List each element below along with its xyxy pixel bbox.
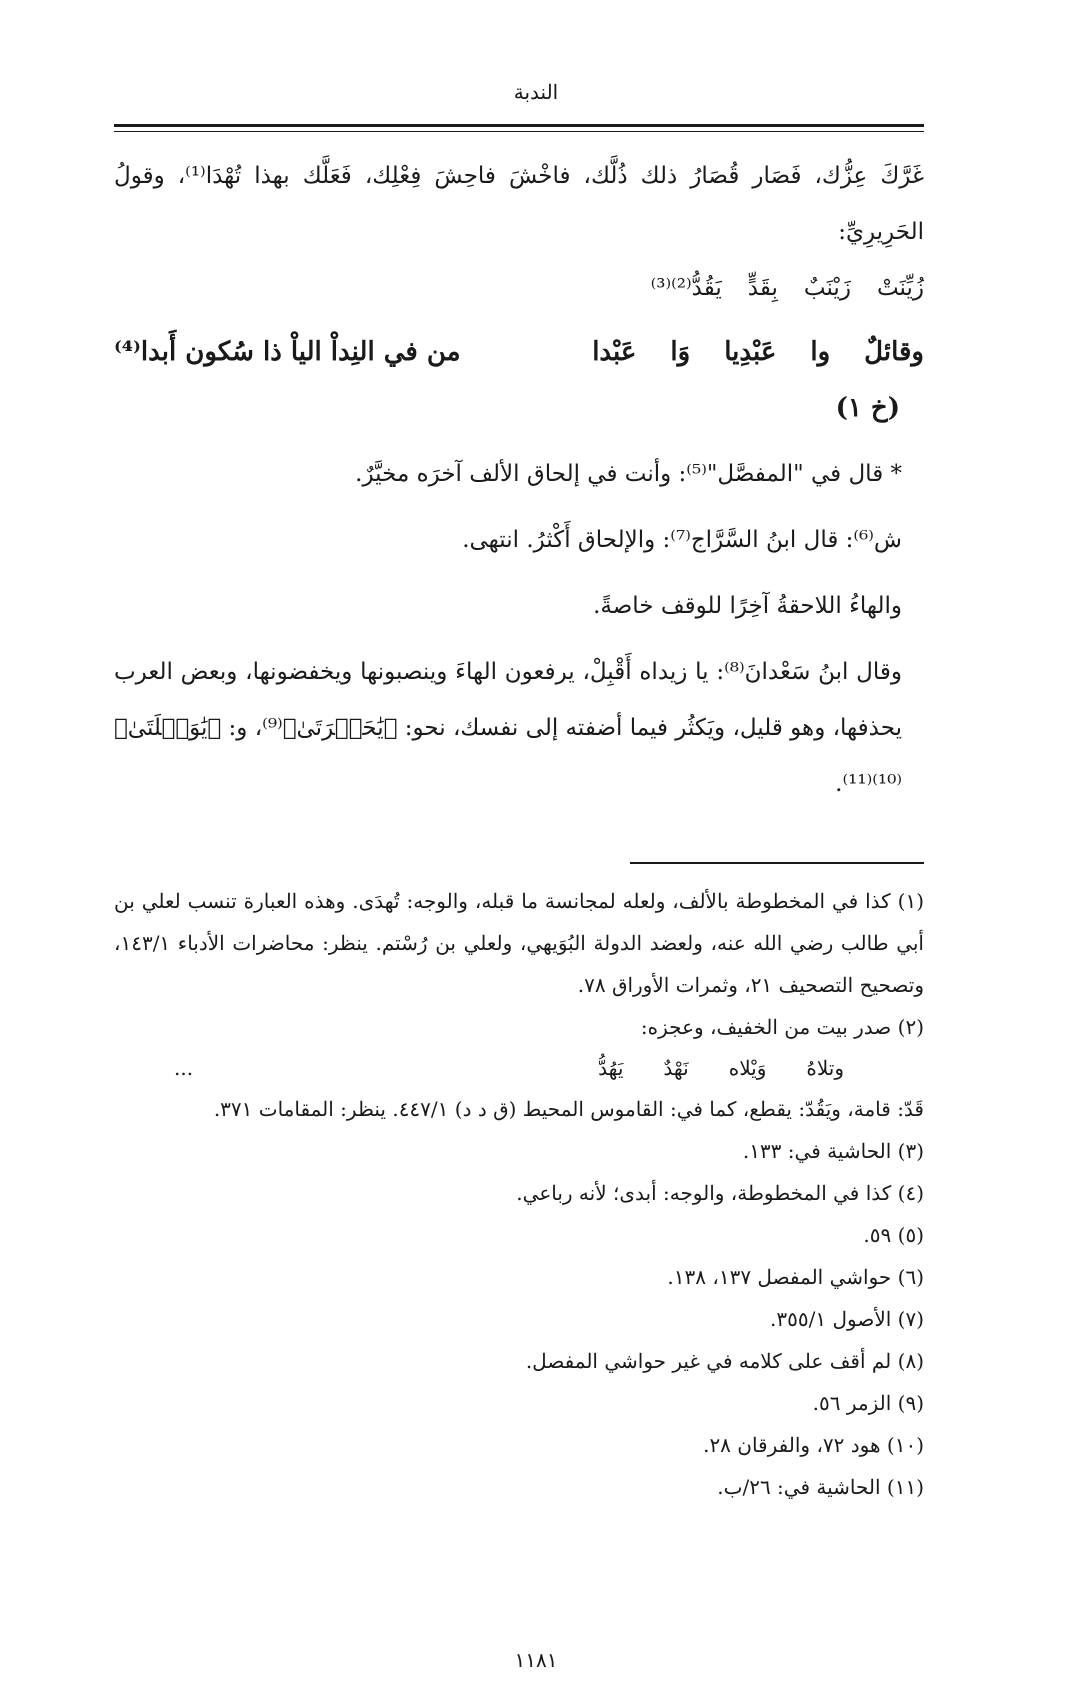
verse-hariri (114, 260, 924, 316)
manuscript-tag: (خ ١) (835, 393, 900, 423)
verse-alfiyya (114, 324, 924, 380)
verse-word: عَبْدِيا (724, 337, 777, 367)
verse-word: وقائلٌ (864, 337, 924, 367)
header-rule-thin (114, 131, 924, 132)
verse-word: يَهُدُّ (598, 1056, 624, 1080)
verse-word: وتلاهُ (806, 1056, 844, 1080)
verse-word: عَبْدا (592, 337, 637, 367)
verse-second-hemistich: من في النِداْ الياْ ذا سُكون أَبدا⁽⁴⁾ (114, 337, 461, 367)
verse-word: زُيِّنَتْ (876, 275, 924, 301)
footnote-1: (١) كذا في المخطوطة بالألف، ولعله لمجانسة ما قبله، والوجه: تُهدَى. وهذه العبارة تنسب لعلي بن أبي طالب رضي الله عنه، ولعضد الدولة البُوَيهي، ولعلي بن رُسْتم. ينظر: محاضرات الأدباء ١٤٣/١، وتصحيح التصحيف ٢١، وثمرات الأوراق ٧٨. (114, 889, 924, 997)
paragraph-saadan: وقال ابنُ سَعْدانَ⁽⁸⁾: يا زيداه أَقْبِلْ، يرفعون الهاءَ وينصبونها ويخفضونها، وبعض العرب يحذفها، وهو قليل، ويَكثُر فيما أضفته إلى نفسك، نحو: ﴿يَٰحَسۡرَتَىٰ﴾⁽⁹⁾، و: ﴿يَٰوَيۡلَتَىٰ﴾⁽¹⁰⁾⁽¹¹⁾. (114, 659, 902, 797)
footnote-11: (١١) الحاشية في: ٢٦/ب. (717, 1475, 924, 1499)
verse-word: يَقُدُّ⁽²⁾⁽³⁾ (650, 275, 722, 301)
verse-word: وَيْلاه (728, 1056, 767, 1080)
footnote-5: (٥) ٥٩. (863, 1223, 924, 1247)
footnote-8: (٨) لم أقف على كلامه في غير حواشي المفصل. (525, 1349, 924, 1373)
footnote-4: (٤) كذا في المخطوطة، والوجه: أبدى؛ لأنه رباعي. (516, 1181, 924, 1205)
verse-word: بِقَدٍّ (747, 275, 778, 301)
paragraph-opening: غَرَّكَ عِزُّك، فَصَار قُصَارُ ذلك ذُلَّك، فاخْشَ فاحِشَ فِعْلِك، فَعَلَّك بهذا تُهْدَا⁽¹⁾، وقولُ الحَرِيرِيِّ: (114, 163, 924, 245)
footnote-7: (٧) الأصول ٣٥٥/١. (770, 1307, 924, 1331)
footnotes (114, 880, 924, 1508)
header-rule-thick (114, 124, 924, 127)
footnote-10: (١٠) هود ٧٢، والفرقان ٢٨. (703, 1433, 924, 1457)
footnote-6: (٦) حواشي المفصل ١٣٧، ١٣٨. (667, 1265, 924, 1289)
verse-word: زَيْنَبٌ (803, 275, 851, 301)
verse-first-hemistich (592, 324, 924, 380)
verse-word: وَا (670, 337, 691, 367)
verse-word: نَهْدٌ (663, 1056, 689, 1080)
footnote-2: (٢) صدر بيت من الخفيف، وعجزه: (640, 1015, 924, 1039)
footnote-2-note: قَدّ: قامة، ويَقُدّ: يقطع، كما في: القاموس المحيط (ق د د) ٤٤٧/١. ينظر: المقامات ٣٧١. (213, 1097, 924, 1121)
footnote-2-verse (114, 1048, 924, 1088)
footnote-9: (٩) الزمر ٥٦. (812, 1391, 924, 1415)
footnote-separator (630, 862, 924, 864)
footnote-3: (٣) الحاشية في: ١٣٣. (742, 1139, 924, 1163)
verse-word: وا (810, 337, 831, 367)
footnote-verse-hemistich (598, 1048, 844, 1088)
main-text (114, 148, 924, 812)
paragraph-ha: والهاءُ اللاحقةُ آخِرًا للوقف خاصةً. (593, 593, 902, 619)
paragraph-mufassal: * قال في "المفصَّل"⁽⁵⁾: وأنت في إلحاق الألف آخرَه مخيَّرٌ. (355, 461, 902, 487)
paragraph-sharh: ش⁽⁶⁾: قال ابنُ السَّرَّاج⁽⁷⁾: والإلحاق أَكْثرُ. انتهى. (462, 527, 902, 553)
page-number: ١١٨١ (514, 1648, 558, 1672)
verse-ellipsis: ... (174, 1056, 194, 1080)
running-header: الندبة (513, 80, 559, 104)
